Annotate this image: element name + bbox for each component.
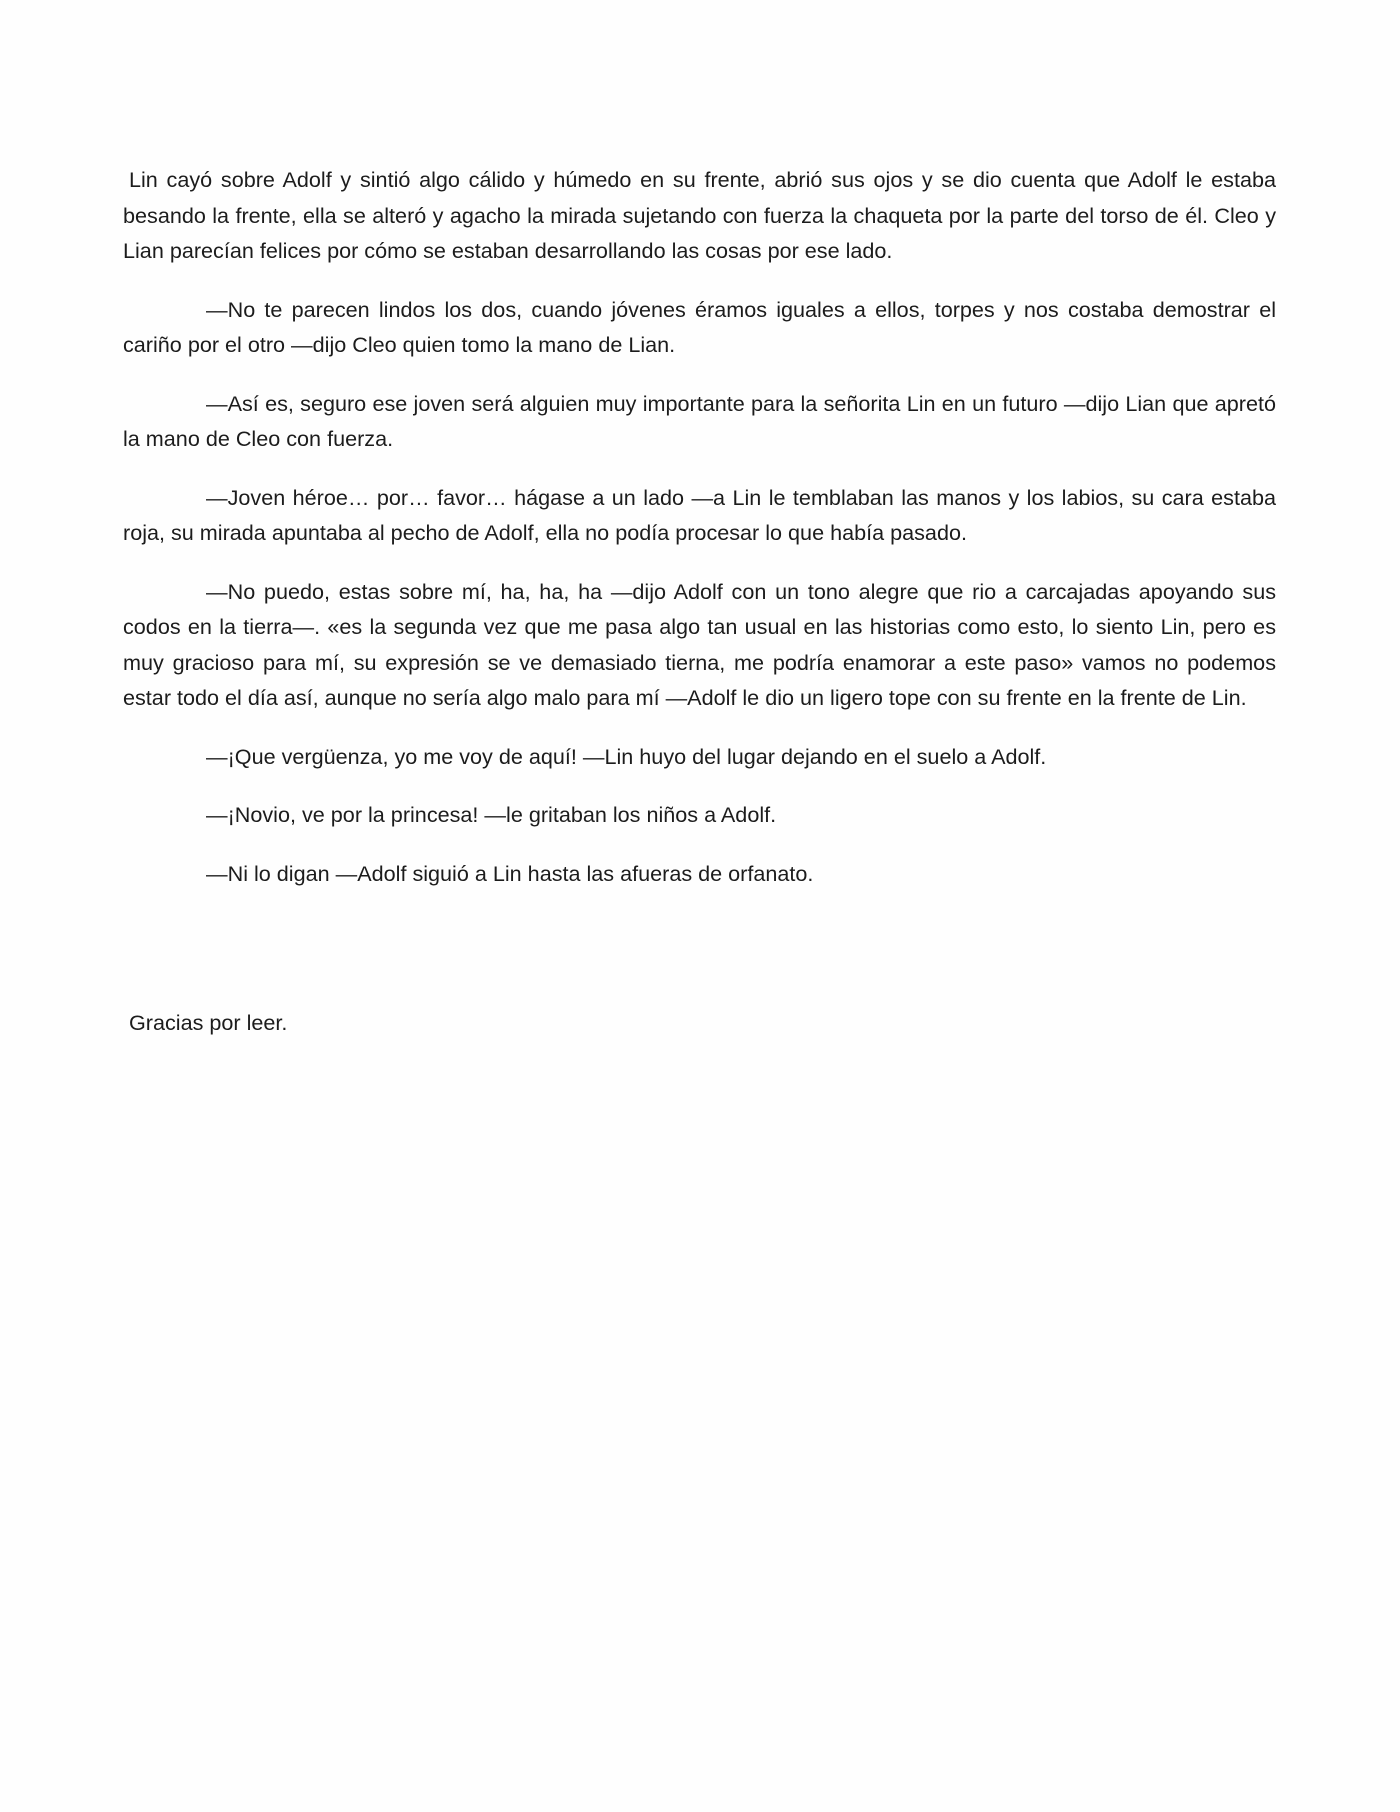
paragraph-dialog-adolf: —No puedo, estas sobre mí, ha, ha, ha —dijo Adolf con un tono alegre que rio a carcajadas apoyando sus codos en la tierra—. «es la segunda vez que me pasa algo tan usual en las historias como esto, lo siento Lin, pero es muy gracioso para mí, su expresión se ve demasiado tierna, me podría enamorar a este paso» vamos no podemos estar todo el día así, aunque no sería algo malo para mí —Adolf le dio un ligero tope con su frente en la frente de Lin.: [123, 578, 1276, 710]
paragraph-dialog-cleo: —No te parecen lindos los dos, cuando jóvenes éramos iguales a ellos, torpes y nos costaba demostrar el cariño por el otro —dijo Cleo quien tomo la mano de Lian.: [123, 296, 1276, 357]
paragraph-dialog-children: —¡Novio, ve por la princesa! —le gritaban los niños a Adolf.: [206, 802, 777, 827]
paragraph-dialog-lin-flees: —¡Que vergüenza, yo me voy de aquí! —Lin huyo del lugar dejando en el suelo a Adolf.: [206, 743, 1047, 769]
paragraph-dialog-adolf-follows: —Ni lo digan —Adolf siguió a Lin hasta las afueras de orfanato.: [206, 860, 814, 886]
story-text: [123, 162, 1276, 914]
paragraph-narration: Lin cayó sobre Adolf y sintió algo cálido y húmedo en su frente, abrió sus ojos y se dio cuenta que Adolf le estaba besando la frente, ella se alteró y agacho la mirada sujetando con fuerza la chaqueta por la parte del torso de él. Cleo y Lian parecían felices por cómo se estaban desarrollando las cosas por ese lado.: [123, 167, 1276, 263]
closing-note: Gracias por leer.: [129, 1010, 288, 1035]
paragraph-dialog-lin: —Joven héroe… por… favor… hágase a un lado —a Lin le temblaban las manos y los labios, su cara estaba roja, su mirada apuntaba al pecho de Adolf, ella no podía procesar lo que había pasado.: [123, 484, 1276, 545]
paragraph-dialog-lian: —Así es, seguro ese joven será alguien muy importante para la señorita Lin en un futuro —dijo Lian que apretó la mano de Cleo con fuerza.: [123, 390, 1276, 451]
